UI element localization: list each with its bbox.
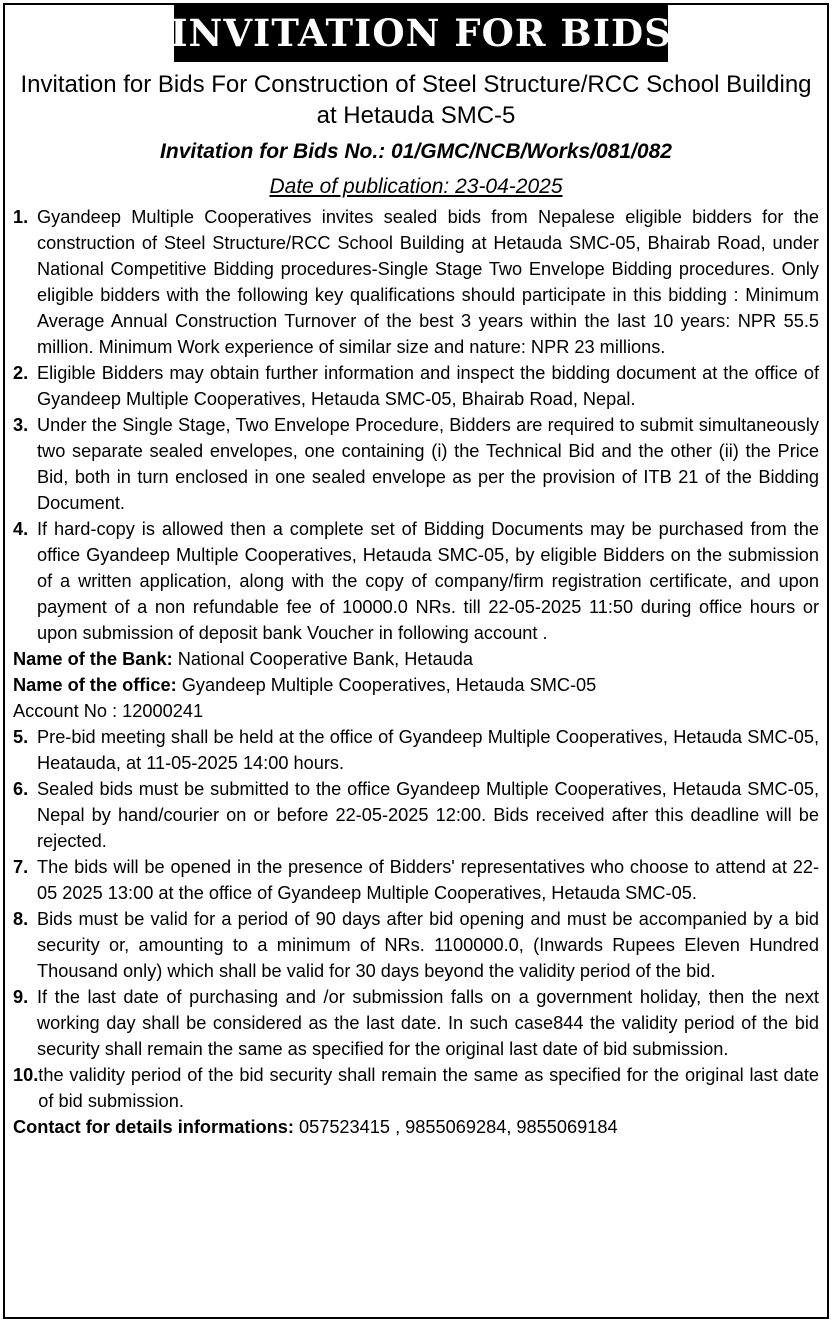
item-number: 1. — [13, 207, 29, 227]
office-name-label: Name of the office: — [13, 675, 177, 695]
publication-date: Date of publication: 23-04-2025 — [269, 175, 563, 198]
contact-label: Contact for details informations: — [13, 1117, 294, 1137]
bid-notice — [3, 3, 829, 1319]
item-number: 8. — [13, 909, 29, 929]
item-text: Pre-bid meeting shall be held at the office of Gyandeep Multiple Cooperatives, Hetauda SMC-05, Heatauda, at 11-05-2025 14:00 hours. — [37, 727, 819, 773]
item-text: The bids will be opened in the presence of Bidders' representatives who choose to attend at 22-05 2025 13:00 at the office of Gyandeep Multiple Cooperatives, Hetauda SMC-05. — [37, 857, 819, 903]
item-text: Gyandeep Multiple Cooperatives invites sealed bids from Nepalese eligible bidders for the construction of Steel Structure/RCC School Building at Hetauda SMC-05, Bhairab Road, under National Competitive Bidding procedures-Single Stage Two Envelope Bidding procedures. Only eligible bidders with the following key qualifications should participate in this bidding : Minimum Average Annual Construction Turnover of the best 3 years within the last 10 years: NPR 55.5 million. Minimum Work experience of similar size and nature: NPR 23 millions. — [37, 207, 819, 357]
item-text: Sealed bids must be submitted to the office Gyandeep Multiple Cooperatives, Hetauda SMC-05, Nepal by hand/courier on or before 22-05-2025 12:00. Bids received after this deadline will be rejected. — [37, 779, 819, 851]
item-text: Eligible Bidders may obtain further information and inspect the bidding document at the office of Gyandeep Multiple Cooperatives, Hetauda SMC-05, Bhairab Road, Nepal. — [37, 363, 819, 409]
list-item — [13, 906, 819, 984]
item-number: 9. — [13, 987, 29, 1007]
item-number: 10. — [13, 1065, 39, 1085]
item-number: 3. — [13, 415, 29, 435]
contact-phones: 057523415 , 9855069284, 9855069184 — [293, 1117, 618, 1137]
item-text: If the last date of purchasing and /or submission falls on a government holiday, then the next working day shall be considered as the last date. In such case844 the validity period of the bid security shall remain the same as specified for the original last date of bid submission. — [37, 987, 819, 1059]
notice-body — [13, 204, 819, 1140]
list-item — [13, 204, 819, 360]
list-item — [13, 1062, 819, 1114]
item-text: Bids must be valid for a period of 90 days after bid opening and must be accompanied by a bid security or, amounting to a minimum of NRs. 1100000.0, (Inwards Rupees Eleven Hundred Thousand only) which shall be valid for 30 days beyond the validity period of the bid. — [37, 909, 819, 981]
notice-title: Invitation for Bids For Construction of Steel Structure/RCC School Building at Hetauda SMC-5 — [20, 71, 812, 129]
office-name-value: Gyandeep Multiple Cooperatives, Hetauda SMC-05 — [176, 675, 597, 695]
list-item — [13, 516, 819, 646]
list-item — [13, 854, 819, 906]
bank-name-line — [13, 646, 819, 672]
item-number: 7. — [13, 857, 29, 877]
contact-line — [13, 1114, 819, 1140]
list-item — [13, 724, 819, 776]
bank-name-label: Name of the Bank: — [13, 649, 173, 669]
item-number: 2. — [13, 363, 29, 383]
list-item — [13, 984, 819, 1062]
item-text: If hard-copy is allowed then a complete set of Bidding Documents may be purchased from the office Gyandeep Multiple Cooperatives, Hetauda SMC-05, by eligible Bidders on the submission of a written application, along with the copy of company/firm registration certificate, and upon payment of a non refundable fee of 10000.0 NRs. till 22-05-2025 11:50 during office hours or upon submission of deposit bank Voucher in following account . — [37, 519, 819, 643]
item-number: 6. — [13, 779, 29, 799]
bank-name-value: National Cooperative Bank, Hetauda — [172, 649, 473, 669]
item-text: Under the Single Stage, Two Envelope Procedure, Bidders are required to submit simultaneously two separate sealed envelopes, one containing (i) the Technical Bid and the other (ii) the Price Bid, both in turn enclosed in one sealed envelope as per the provision of ITB 21 of the Bidding Document. — [37, 415, 819, 513]
item-number: 5. — [13, 727, 29, 747]
list-item — [13, 776, 819, 854]
office-name-line — [13, 672, 819, 698]
item-text: the validity period of the bid security shall remain the same as specified for the original last date of bid submission. — [38, 1065, 819, 1111]
list-item — [13, 360, 819, 412]
ifb-number: Invitation for Bids No.: 01/GMC/NCB/Works/081/082 — [160, 140, 672, 163]
account-number: Account No : 12000241 — [13, 701, 204, 721]
item-number: 4. — [13, 519, 29, 539]
banner-heading: INVITATION FOR BIDS — [174, 4, 668, 62]
list-item — [13, 412, 819, 516]
